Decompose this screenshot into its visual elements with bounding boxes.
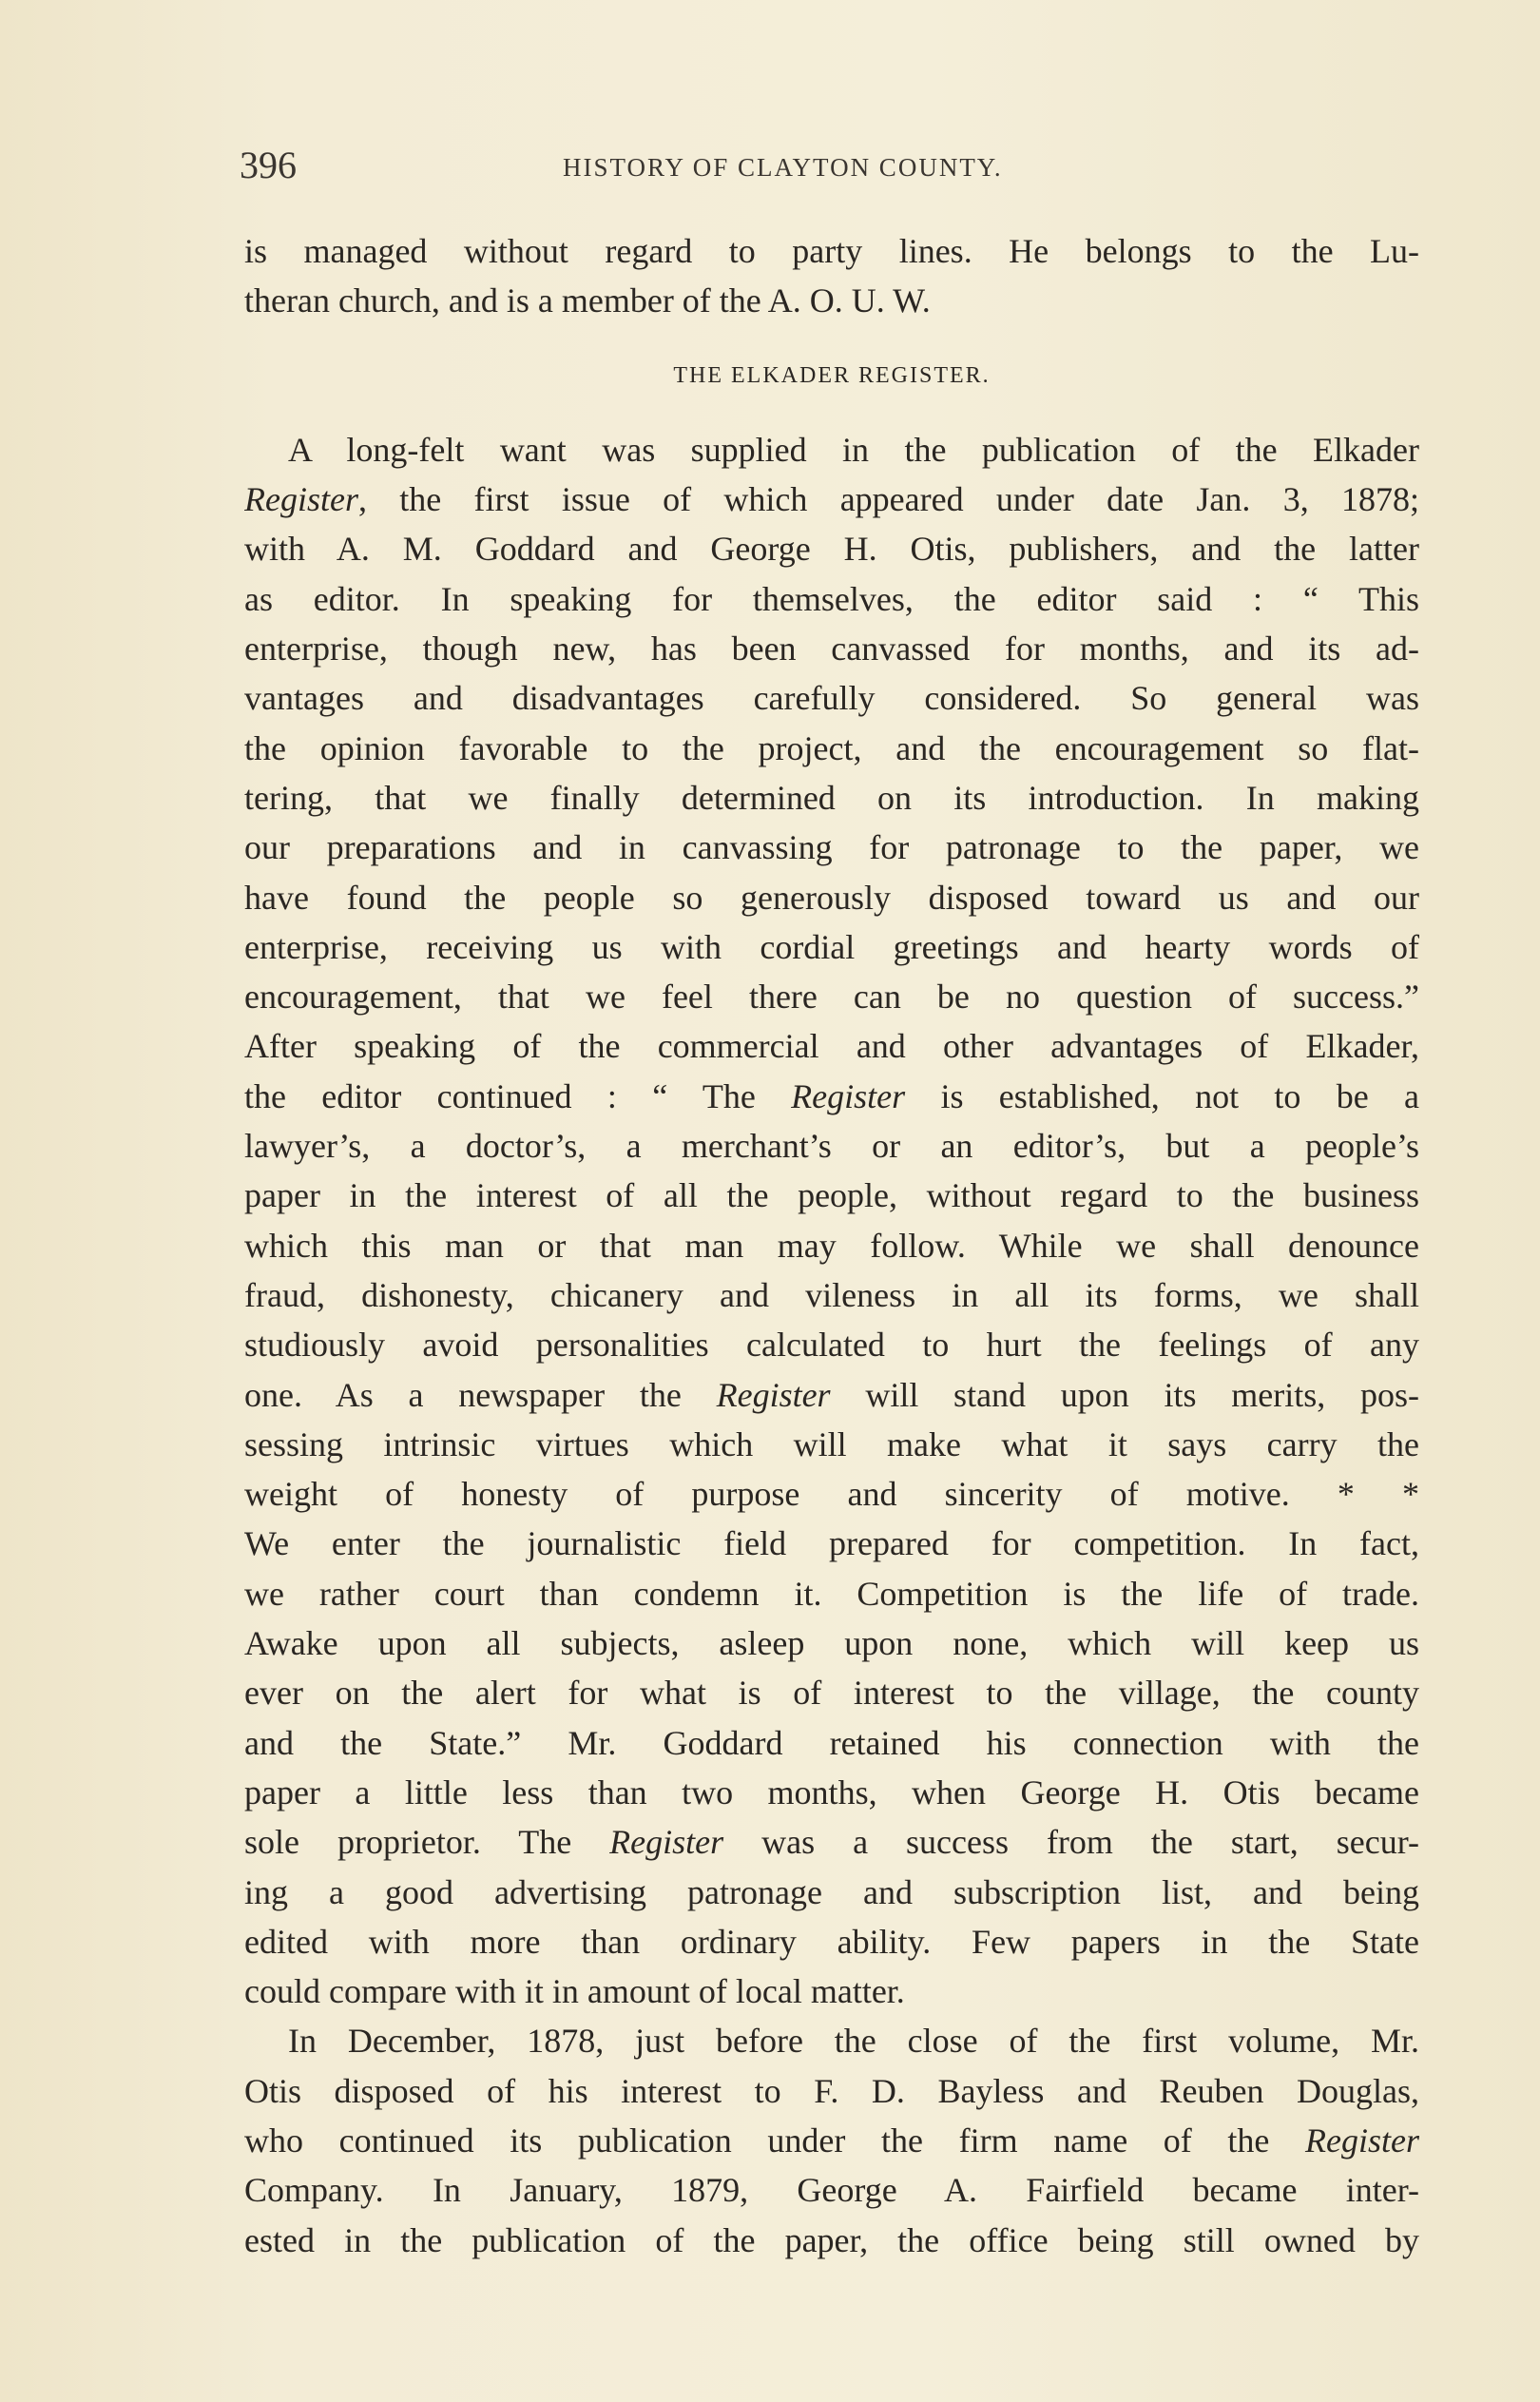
text-span: will stand upon its merits, pos- (830, 1375, 1419, 1414)
text-line: and the State.” Mr. Goddard retained his connection with the (244, 1723, 1419, 1762)
text-line (244, 1370, 1419, 1420)
text-line: enterprise, though new, has been canvassed for months, and its ad- (244, 630, 1419, 668)
text-line: theran church, and is a member of the A. O. U. W. (244, 281, 931, 320)
page-number: 396 (240, 144, 297, 186)
text-span: who continued its publication under the firm name of the (244, 2121, 1306, 2160)
section-heading: THE ELKADER REGISTER. (673, 362, 991, 388)
text-line: fraud, dishonesty, chicanery and vileness in all its forms, we shall (244, 1275, 1419, 1314)
text-line: ested in the publication of the paper, the office being still owned by (244, 2220, 1419, 2259)
running-head: HISTORY OF CLAYTON COUNTY. (563, 153, 1003, 182)
text-span: is established, not to be a (905, 1076, 1419, 1115)
text-span: one. As a newspaper the (244, 1375, 717, 1414)
text-line: encouragement, that we feel there can be no question of success.” (244, 978, 1419, 1017)
text-line: tering, that we finally determined on its introduction. In making (244, 778, 1419, 817)
text-line: ever on the alert for what is of interest to the village, the county (244, 1674, 1419, 1713)
text-line (244, 475, 1419, 524)
text-line: with A. M. Goddard and George H. Otis, publishers, and the latter (244, 530, 1419, 569)
text-line: Otis disposed of his interest to F. D. Bayless and Reuben Douglas, (244, 2071, 1419, 2110)
italic-title: Register (791, 1076, 906, 1115)
text-line: lawyer’s, a doctor’s, a merchant’s or an editor’s, but a people’s (244, 1127, 1419, 1166)
text-line: Awake upon all subjects, asleep upon none, which will keep us (244, 1624, 1419, 1663)
text-line: A long-felt want was supplied in the publication of the Elkader (288, 430, 1419, 469)
text-line: edited with more than ordinary ability. Few papers in the State (244, 1922, 1419, 1961)
text-line: could compare with it in amount of local matter. (244, 1972, 905, 2011)
text-line: which this man or that man may follow. While we shall denounce (244, 1226, 1419, 1265)
text-line: our preparations and in canvassing for patronage to the paper, we (244, 828, 1419, 867)
paragraph-3 (244, 2016, 1419, 2264)
text-line (244, 1072, 1419, 1121)
text-line: paper a little less than two months, when George H. Otis became (244, 1772, 1419, 1811)
text-line: we rather court than condemn it. Competition is the life of trade. (244, 1574, 1419, 1613)
text-span: was a success from the start, secur- (723, 1823, 1419, 1862)
body-text (244, 226, 1419, 2265)
text-line: vantages and disadvantages carefully considered. So general was (244, 679, 1419, 718)
italic-title: Register (716, 1375, 831, 1414)
italic-title: Register (609, 1823, 724, 1862)
text-line: Company. In January, 1879, George A. Fairfield became inter- (244, 2171, 1419, 2210)
italic-title: Register (244, 480, 358, 519)
page-header (240, 143, 1434, 200)
text-line: studiously avoid personalities calculated to hurt the feelings of any (244, 1326, 1419, 1365)
text-span: the editor continued : “ The (244, 1076, 792, 1115)
paragraph-1 (244, 226, 1419, 326)
text-line: enterprise, receiving us with cordial greetings and hearty words of (244, 927, 1419, 966)
text-line: In December, 1878, just before the close of the first volume, Mr. (288, 2022, 1419, 2061)
text-line: After speaking of the commercial and other advantages of Elkader, (244, 1027, 1419, 1066)
text-line: We enter the journalistic field prepared for competition. In fact, (244, 1524, 1419, 1563)
text-line: weight of honesty of purpose and sincerity of motive. * * (244, 1475, 1419, 1514)
text-line: sessing intrinsic virtues which will make what it says carry the (244, 1424, 1419, 1463)
paragraph-2 (244, 425, 1419, 2017)
text-line: as editor. In speaking for themselves, the editor said : “ This (244, 579, 1419, 618)
text-line (244, 2116, 1419, 2165)
text-line: the opinion favorable to the project, and the encouragement so flat- (244, 728, 1419, 767)
text-span: , the first issue of which appeared under date Jan. 3, 1878; (357, 480, 1419, 519)
italic-title: Register (1305, 2121, 1419, 2160)
text-line: paper in the interest of all the people, without regard to the business (244, 1176, 1419, 1215)
text-line (244, 1817, 1419, 1867)
text-line: have found the people so generously disposed toward us and our (244, 878, 1419, 917)
text-line: ing a good advertising patronage and subscription list, and being (244, 1872, 1419, 1911)
text-line: is managed without regard to party lines. He belongs to the Lu- (244, 232, 1419, 270)
text-span: sole proprietor. The (244, 1823, 610, 1862)
